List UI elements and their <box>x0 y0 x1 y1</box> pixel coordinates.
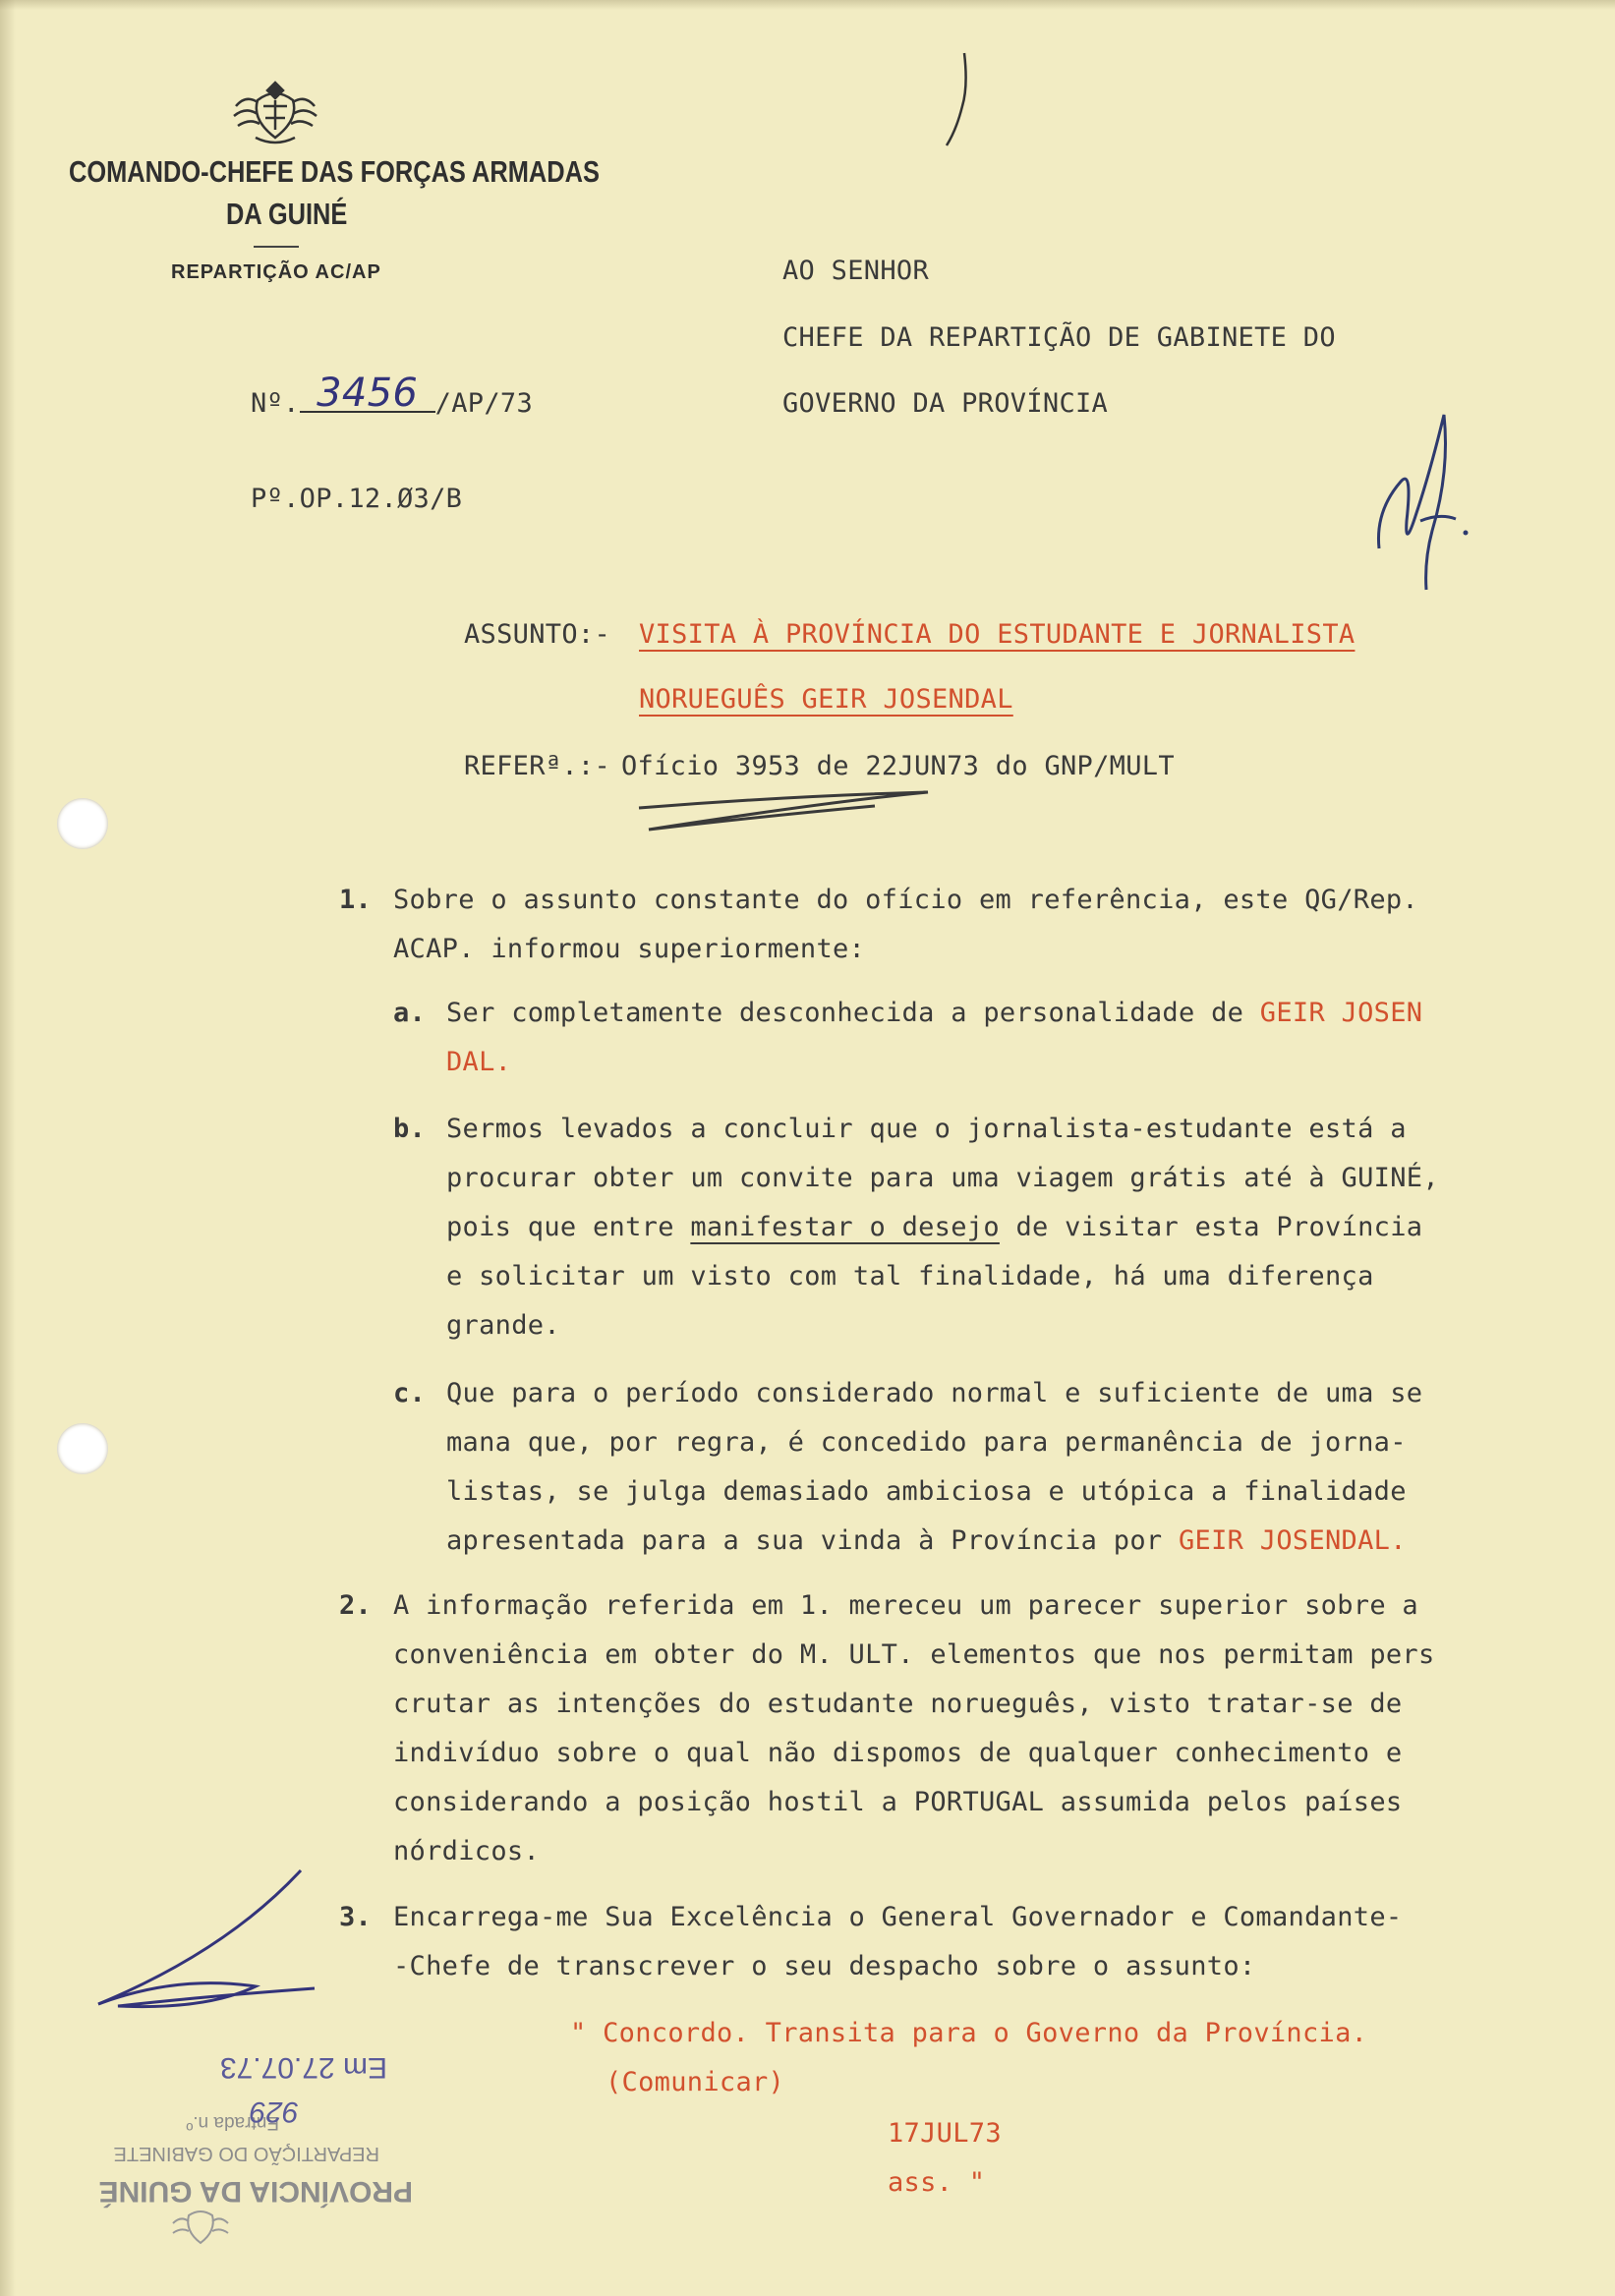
stamp-line3: Entrada n.º <box>186 2112 279 2133</box>
reference-underline-stroke-icon <box>629 786 944 835</box>
paragraph-3-number: 3. <box>339 1902 373 1932</box>
item-b-letter: b. <box>393 1114 427 1144</box>
paragraph-1-line1: Sobre o assunto constante do ofício em referência, este QG/Rep. <box>393 885 1418 915</box>
paragraph-3-line2: -Chefe de transcrever o seu despacho sobre o assunto: <box>393 1951 1256 1981</box>
item-b-line3-pre: pois que entre <box>446 1212 674 1242</box>
addressee-line2: CHEFE DA REPARTIÇÃO DE GABINETE DO <box>782 322 1336 353</box>
page-top-shadow <box>0 0 1615 10</box>
item-b-line1: Sermos levados a concluir que o jornalista-estudante está a <box>446 1114 1407 1144</box>
initials-signature-icon <box>1361 403 1479 600</box>
item-c-letter: c. <box>393 1378 427 1408</box>
paragraph-2-number: 2. <box>339 1590 373 1621</box>
department: REPARTIÇÃO AC/AP <box>171 261 381 283</box>
dispatch-date: 17JUL73 <box>888 2118 1002 2149</box>
entry-stamp <box>43 1985 427 2270</box>
archive-signature-icon <box>59 1863 374 2020</box>
process-number: Pº.OP.12.Ø3/B <box>251 484 463 514</box>
item-a-name: GEIR JOSEN <box>1259 998 1423 1028</box>
reference-number-suffix: /AP/73 <box>434 388 534 419</box>
item-a-text: Ser completamente desconhecida a personalidade de <box>446 998 1244 1028</box>
item-a-line2: DAL. <box>446 1047 512 1077</box>
reference-number-prefix: Nº. <box>251 388 300 419</box>
item-b-underlined: manifestar o desejo <box>690 1212 1000 1242</box>
addressee-line1: AO SENHOR <box>782 256 929 286</box>
paragraph-1-line2: ACAP. informou superiormente: <box>393 934 866 964</box>
paragraph-2-line4: indivíduo sobre o qual não dispomos de qualquer conhecimento e <box>393 1738 1403 1768</box>
coat-of-arms-icon <box>228 77 322 147</box>
item-b-line4: e solicitar um visto com tal finalidade, há uma diferença <box>446 1261 1374 1292</box>
dispatch-line2: (Comunicar) <box>606 2067 785 2097</box>
stamp-line2: REPARTIÇÃO DO GABINETE <box>113 2143 379 2164</box>
item-b-line2: procurar obter um convite para uma viagem grátis até à GUINÉ, <box>446 1163 1439 1193</box>
item-c-line2: mana que, por regra, é concedido para permanência de jorna- <box>446 1427 1407 1458</box>
reference-label: REFERª.:- <box>464 751 610 781</box>
paragraph-2-line6: nórdicos. <box>393 1836 540 1866</box>
paragraph-2-line2: conveniência em obter do M. ULT. elementos que nos permitam pers <box>393 1639 1435 1670</box>
item-a-letter: a. <box>393 998 427 1028</box>
subject-line2: NORUEGUÊS GEIR JOSENDAL <box>639 684 1013 715</box>
item-b-line3-post: de visitar esta Província <box>1015 1212 1423 1242</box>
reference-number <box>251 371 534 419</box>
paragraph-2-line3: crutar as intenções do estudante norueguês, visto tratar-se de <box>393 1689 1403 1719</box>
dispatch-signed: ass. " <box>888 2167 986 2198</box>
punch-hole-top <box>57 798 108 849</box>
paragraph-1-number: 1. <box>339 885 373 915</box>
punch-hole-bottom <box>57 1423 108 1474</box>
stamp-line1: PROVÍNCIA DA GUINÉ <box>98 2175 413 2208</box>
item-b-line3 <box>446 1212 1422 1242</box>
paragraph-3-line1: Encarrega-me Sua Excelência o General Governador e Comandante- <box>393 1902 1403 1932</box>
paragraph-2-line5: considerando a posição hostil a PORTUGAL assumida pelos países <box>393 1787 1403 1817</box>
item-b-line5: grande. <box>446 1310 560 1341</box>
page-left-shadow <box>0 0 16 2296</box>
item-c-line4 <box>446 1525 1407 1556</box>
item-c-line1: Que para o período considerado normal e suficiente de uma se <box>446 1378 1423 1408</box>
item-c-line4-pre: apresentada para a sua vinda à Província por <box>446 1525 1163 1556</box>
dispatch-line1: " Concordo. Transita para o Governo da Província. <box>570 2018 1368 2048</box>
subject-line1: VISITA À PROVÍNCIA DO ESTUDANTE E JORNALISTA <box>639 619 1355 650</box>
reference-text: Ofício 3953 de 22JUN73 do GNP/MULT <box>621 751 1175 781</box>
subject-label: ASSUNTO:- <box>464 619 610 650</box>
stamp-line4: Em 27.07.73 <box>219 2051 387 2084</box>
stamp-emblem-icon <box>169 2206 232 2249</box>
org-name-line1: COMANDO-CHEFE DAS FORÇAS ARMADAS <box>69 154 600 189</box>
header-divider <box>254 246 299 248</box>
reference-number-handwritten: 3456 <box>300 375 435 413</box>
paragraph-2-line1: A informação referida em 1. mereceu um parecer superior sobre a <box>393 1590 1418 1621</box>
addressee-line3: GOVERNO DA PROVÍNCIA <box>782 388 1109 419</box>
item-a-line1 <box>446 998 1422 1028</box>
top-pen-mark-icon <box>939 47 978 155</box>
stamp-number: 929 <box>249 2095 299 2128</box>
org-name-line2: DA GUINÉ <box>226 197 348 231</box>
item-c-name: GEIR JOSENDAL. <box>1179 1525 1407 1556</box>
item-c-line3: listas, se julga demasiado ambiciosa e utópica a finalidade <box>446 1476 1407 1507</box>
